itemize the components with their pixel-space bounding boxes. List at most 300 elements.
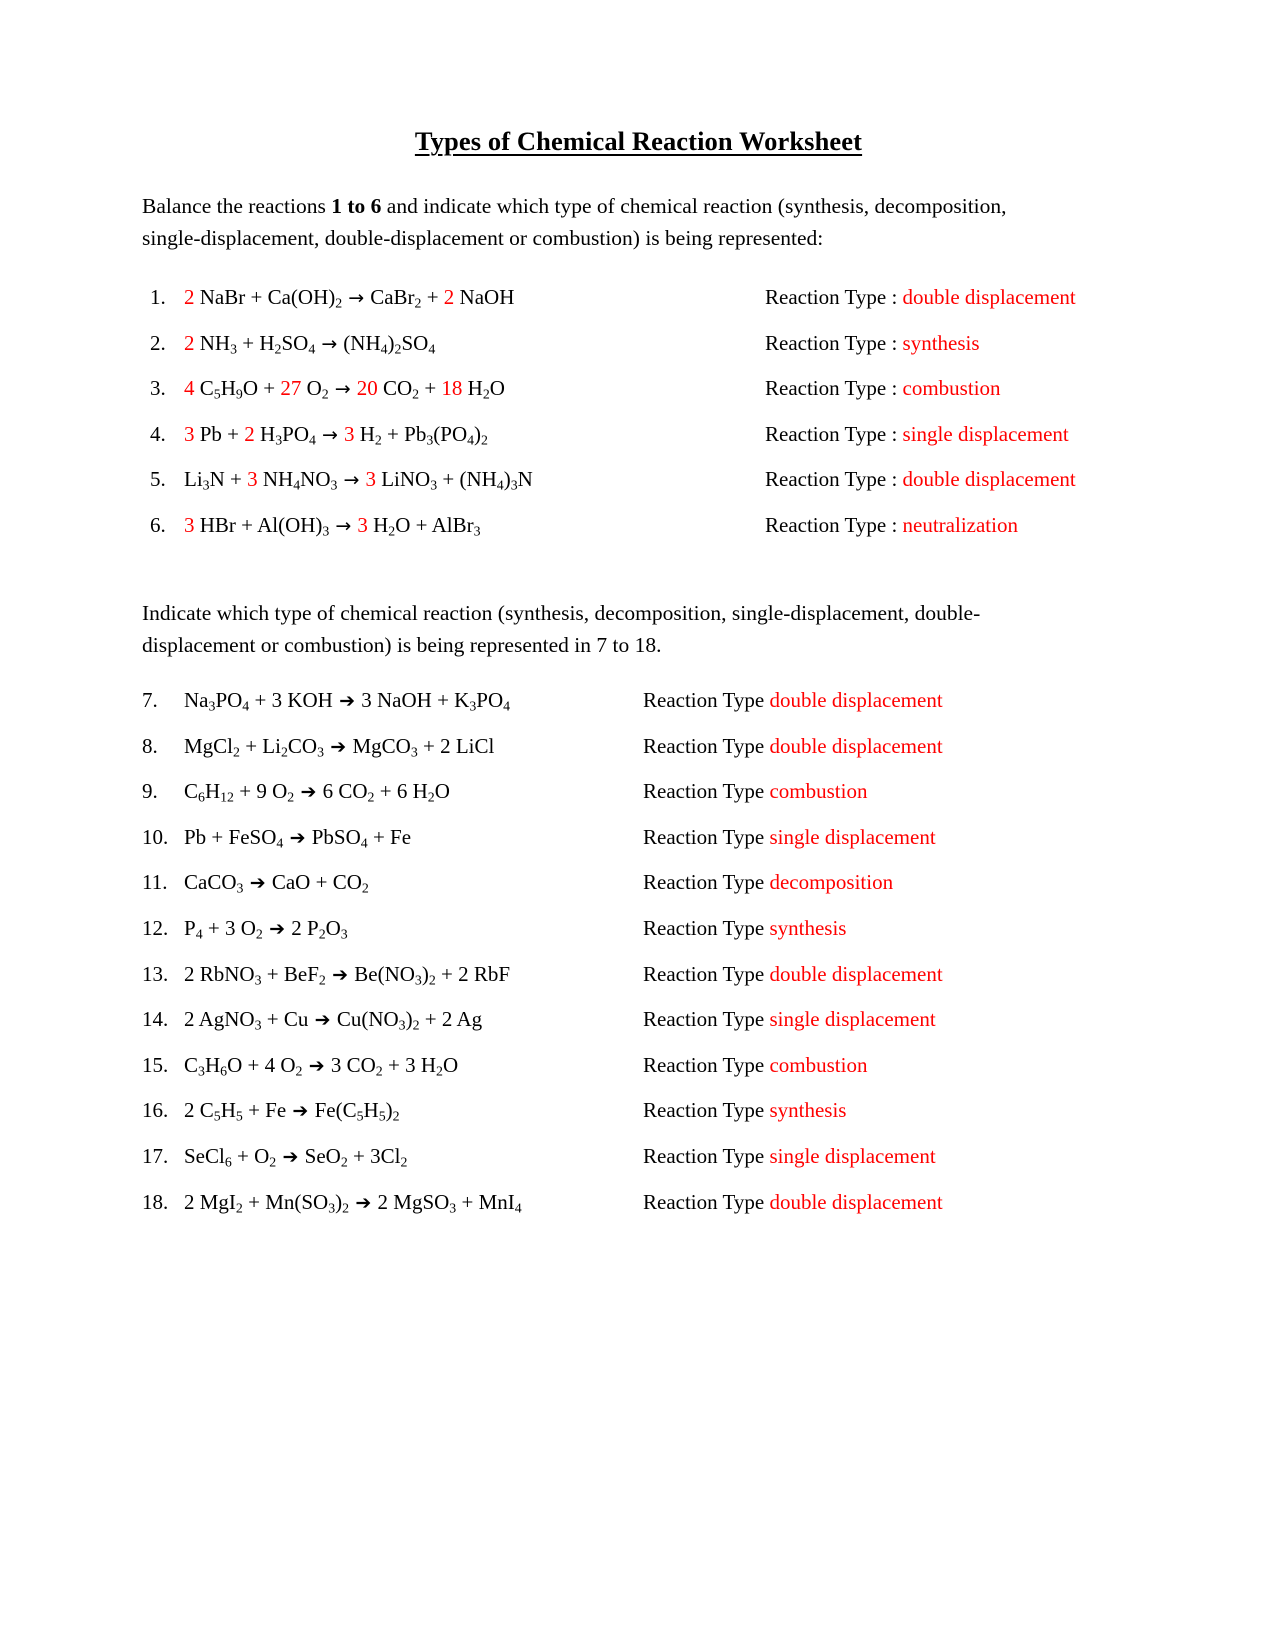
subscript: 3 — [469, 698, 477, 714]
formula-token: C — [184, 779, 199, 804]
subscript: 4 — [380, 341, 388, 357]
subscript: 2 — [280, 744, 288, 760]
reaction-type-label: Reaction Type — [643, 915, 770, 940]
subscript: 3 — [236, 880, 244, 896]
formula-token: ) — [474, 421, 482, 446]
reaction-type-label: Reaction Type — [643, 733, 770, 758]
formula-token: C — [184, 1052, 199, 1077]
formula-token: + (NH — [437, 467, 497, 491]
chemical-equation — [184, 513, 481, 538]
subscript: 4 — [514, 1200, 522, 1216]
reaction-row — [142, 376, 1135, 422]
subscript: 3 — [510, 477, 518, 493]
subscript: 4 — [503, 698, 511, 714]
formula-token: 20 — [356, 376, 378, 400]
reaction-row — [142, 734, 1135, 780]
reaction-number: 8. — [142, 733, 158, 758]
subscript: 4 — [309, 432, 316, 448]
formula-token: ) — [503, 467, 511, 491]
chemical-equation — [184, 916, 348, 941]
formula-token: ➔ — [289, 826, 306, 849]
formula-token: + — [421, 285, 444, 309]
reaction-row — [142, 962, 1135, 1008]
formula-token: ) — [385, 1098, 393, 1123]
chemical-equation — [184, 1190, 522, 1215]
formula-token: NaOH — [454, 285, 515, 309]
formula-token: ➔ — [249, 872, 266, 895]
formula-token: + 6 H — [374, 779, 428, 804]
chemical-equation — [184, 1098, 400, 1123]
formula-token: + 3Cl — [347, 1143, 401, 1168]
reaction-type-label: Reaction Type — [643, 1052, 770, 1077]
formula-token: H — [220, 376, 236, 400]
reaction-number: 1. — [150, 285, 166, 309]
instructions-2-text: Indicate which type of chemical reaction (synthesis, decomposition, single-displacement, double-displacement or combustion) is being represented in 7 to 18. — [142, 601, 981, 657]
subscript: 2 — [481, 432, 488, 448]
formula-token: ➔ — [355, 1191, 372, 1214]
formula-token: O + AlBr — [395, 512, 474, 537]
reaction-type-answer: single displacement — [902, 421, 1069, 446]
reaction-type-answer: double displacement — [769, 961, 943, 986]
formula-token: + 2 Ag — [419, 1007, 483, 1032]
subscript: 4 — [496, 477, 504, 493]
subscript: 9 — [235, 386, 243, 402]
subscript: 4 — [428, 341, 436, 357]
subscript: 4 — [308, 341, 316, 357]
formula-token: SO — [281, 330, 309, 355]
reaction-type-field — [765, 331, 980, 356]
subscript: 2 — [269, 1154, 277, 1170]
reaction-row — [142, 870, 1135, 916]
reaction-type-label: Reaction Type : — [765, 285, 903, 309]
formula-token: + — [245, 285, 268, 309]
reaction-type-field — [765, 467, 1076, 492]
subscript: 6 — [224, 1154, 232, 1170]
reaction-number: 18. — [142, 1189, 169, 1214]
formula-token: NH — [194, 330, 231, 355]
reaction-number: 17. — [142, 1143, 169, 1168]
formula-token: → — [315, 332, 344, 355]
formula-token — [243, 870, 248, 894]
formula-token: + 3 O — [202, 915, 256, 940]
formula-token: CaO + CO — [266, 870, 362, 895]
reaction-type-answer: neutralization — [902, 512, 1018, 537]
subscript: 4 — [360, 835, 368, 851]
formula-token: O + 4 O — [227, 1052, 296, 1077]
formula-token: O — [301, 376, 322, 400]
chemical-equation — [184, 376, 505, 401]
formula-token: + Li — [239, 733, 281, 758]
formula-token: 27 — [280, 376, 302, 400]
chemical-equation — [184, 331, 435, 356]
reaction-number: 7. — [142, 688, 158, 712]
subscript: 3 — [398, 1017, 406, 1033]
formula-token: MgCl — [184, 733, 234, 758]
instructions-paragraph-2 — [142, 598, 1022, 661]
reaction-type-field — [643, 870, 893, 895]
subscript: 3 — [410, 744, 418, 760]
reaction-number: 9. — [142, 779, 158, 804]
reaction-type-label: Reaction Type — [643, 1189, 770, 1214]
subscript: 2 — [412, 386, 420, 402]
formula-token: CO — [287, 733, 318, 758]
subscript: 4 — [242, 698, 250, 714]
reaction-type-field — [765, 285, 1076, 310]
reaction-type-answer: double displacement — [769, 688, 943, 712]
formula-token: ) — [335, 1189, 343, 1214]
reaction-type-label: Reaction Type — [643, 870, 770, 895]
formula-token: 3 — [184, 421, 195, 446]
formula-token: H — [363, 1098, 379, 1123]
subscript: 3 — [198, 1063, 205, 1079]
reaction-type-field — [643, 962, 943, 987]
instructions-1-after: and indicate which type of chemical reaction (synthesis, decomposition, single-displacement, double-displacement or combustion) is being represented: — [142, 194, 1007, 250]
subscript: 2 — [427, 789, 435, 805]
formula-token — [283, 825, 288, 849]
formula-token: O — [325, 915, 341, 940]
subscript: 2 — [367, 789, 375, 805]
chemical-equation — [184, 1007, 482, 1032]
subscript: 3 — [449, 1200, 457, 1216]
formula-token: H — [204, 1052, 221, 1077]
reaction-row — [142, 422, 1135, 468]
subscript: 2 — [235, 1200, 243, 1216]
formula-token: 2 MgI — [184, 1189, 236, 1214]
formula-token: + 3 H — [382, 1052, 436, 1077]
formula-token: 3 — [184, 512, 195, 537]
formula-token: Fe(C — [309, 1098, 357, 1123]
reaction-row — [142, 779, 1135, 825]
formula-token: + Mn(SO — [242, 1189, 329, 1214]
formula-token: SO — [401, 330, 429, 355]
formula-token: N — [517, 467, 533, 491]
formula-token: + BeF — [261, 961, 319, 986]
reaction-type-label: Reaction Type — [643, 688, 770, 712]
reaction-row — [142, 513, 1135, 559]
formula-token: 18 — [441, 376, 463, 400]
subscript: 2 — [361, 880, 369, 896]
formula-token: Pb + — [194, 421, 245, 446]
instructions-1-before: Balance the reactions — [142, 194, 332, 218]
subscript: 4 — [467, 432, 475, 448]
formula-token: (PO — [433, 421, 468, 446]
reaction-type-label: Reaction Type — [643, 1007, 770, 1032]
reaction-type-answer: double displacement — [902, 285, 1076, 309]
formula-token: → — [315, 423, 344, 446]
reaction-type-answer: single displacement — [769, 1007, 936, 1032]
page-title-text: Types of Chemical Reaction Worksheet — [414, 126, 863, 156]
reaction-number: 6. — [150, 512, 166, 537]
formula-token: H — [254, 421, 276, 446]
subscript: 3 — [473, 523, 481, 539]
reaction-number: 11. — [142, 870, 168, 895]
formula-token: ) — [387, 330, 395, 355]
reaction-list-section-1 — [142, 285, 1135, 558]
formula-token: + MnI — [456, 1189, 515, 1214]
subscript: 2 — [428, 972, 436, 988]
formula-token: O — [489, 376, 505, 400]
subscript: 2 — [414, 295, 422, 311]
reaction-type-field — [643, 734, 943, 759]
formula-token: PbSO — [306, 824, 361, 849]
chemical-equation — [184, 779, 450, 804]
subscript: 2 — [392, 1108, 400, 1124]
subscript: 4 — [293, 477, 301, 493]
reaction-row — [142, 1098, 1135, 1144]
reaction-number: 14. — [142, 1007, 169, 1032]
formula-token: 3 — [357, 512, 368, 537]
formula-token: + Fe — [242, 1098, 292, 1123]
reaction-type-answer: combustion — [902, 376, 1001, 400]
subscript: 2 — [374, 432, 382, 448]
subscript: 2 — [388, 523, 396, 539]
subscript: 3 — [414, 972, 422, 988]
formula-token: + — [419, 376, 442, 400]
reaction-row — [142, 916, 1135, 962]
subscript: 3 — [230, 341, 238, 357]
formula-token: Cu(NO — [331, 1007, 399, 1032]
reaction-type-answer: combustion — [769, 779, 868, 804]
subscript: 2 — [400, 1154, 408, 1170]
reaction-type-field — [643, 1190, 943, 1215]
reaction-type-field — [643, 1053, 867, 1078]
formula-token: + Pb — [381, 421, 427, 446]
formula-token: 2 C — [184, 1098, 214, 1123]
reaction-type-label: Reaction Type : — [765, 421, 903, 446]
formula-token: Pb + FeSO — [184, 824, 277, 849]
subscript: 2 — [342, 1200, 350, 1216]
subscript: 2 — [287, 789, 295, 805]
formula-token: PO — [215, 688, 243, 712]
subscript: 2 — [295, 1063, 303, 1079]
formula-token: + 9 O — [233, 779, 288, 804]
reaction-type-field — [643, 1098, 846, 1123]
formula-token: + O — [231, 1143, 270, 1168]
subscript: 5 — [378, 1108, 386, 1124]
subscript: 3 — [322, 523, 330, 539]
subscript: 2 — [412, 1017, 420, 1033]
reaction-type-field — [765, 513, 1018, 538]
formula-token: P — [184, 915, 196, 940]
formula-token: NaBr — [194, 285, 246, 309]
reaction-type-answer: synthesis — [902, 330, 980, 355]
subscript: 3 — [275, 432, 283, 448]
reaction-row — [142, 467, 1135, 513]
instructions-1-bold-range: 1 to 6 — [331, 194, 382, 218]
reaction-type-label: Reaction Type : — [765, 376, 903, 400]
subscript: 3 — [254, 1017, 262, 1033]
subscript: 3 — [330, 477, 338, 493]
subscript: 6 — [198, 789, 205, 805]
formula-token: CaBr — [370, 285, 415, 309]
formula-token: + 2 RbF — [435, 961, 511, 986]
subscript: 3 — [340, 926, 348, 942]
reaction-list-2 — [142, 688, 1135, 1235]
reaction-type-answer: combustion — [769, 1052, 868, 1077]
chemical-equation — [184, 962, 510, 987]
formula-token: 2 RbNO — [184, 961, 255, 986]
reaction-row — [142, 1007, 1135, 1053]
subscript: 2 — [394, 341, 402, 357]
formula-token — [302, 1053, 307, 1077]
reaction-type-answer: double displacement — [769, 733, 943, 758]
formula-token: 3 — [365, 467, 376, 491]
formula-token: Be(NO — [349, 961, 415, 986]
subscript: 2 — [233, 744, 240, 760]
formula-token: 4 — [184, 376, 195, 400]
formula-token: 3 NaOH + K — [356, 688, 470, 712]
subscript: 2 — [321, 386, 329, 402]
reaction-type-label: Reaction Type — [643, 1098, 770, 1123]
reaction-type-answer: synthesis — [769, 1098, 847, 1123]
reaction-type-field — [765, 422, 1069, 447]
chemical-equation — [184, 688, 510, 713]
formula-token: ➔ — [332, 963, 348, 986]
subscript: 2 — [375, 1063, 383, 1079]
formula-token: SeO — [299, 1143, 341, 1168]
formula-token: 2 — [184, 330, 195, 355]
formula-token: MgCO — [347, 733, 411, 758]
reaction-type-answer: single displacement — [769, 824, 936, 849]
formula-token: Na — [184, 688, 209, 712]
reaction-number: 13. — [142, 961, 169, 986]
formula-token: 2 P — [286, 915, 319, 940]
reaction-row — [142, 825, 1135, 871]
chemical-equation — [184, 825, 411, 850]
formula-token: LiNO — [375, 467, 431, 491]
reaction-number: 10. — [142, 824, 169, 849]
formula-token: (NH — [343, 330, 381, 355]
reaction-type-answer: decomposition — [769, 870, 894, 895]
formula-token: SeCl — [184, 1143, 225, 1168]
formula-token: NO — [300, 467, 331, 491]
subscript: 2 — [318, 972, 326, 988]
reaction-row — [142, 688, 1135, 734]
formula-token: + H — [237, 330, 275, 355]
subscript: 3 — [317, 744, 325, 760]
reaction-type-field — [765, 376, 1001, 401]
chemical-equation — [184, 285, 514, 310]
formula-token: + 3 KOH — [249, 688, 339, 712]
formula-token: O — [442, 1052, 459, 1077]
subscript: 3 — [254, 972, 262, 988]
formula-token: PO — [476, 688, 504, 712]
instructions-paragraph-1 — [142, 191, 1042, 254]
reaction-row — [142, 285, 1135, 331]
reaction-row — [142, 1144, 1135, 1190]
reaction-type-field — [643, 1144, 936, 1169]
reaction-type-field — [643, 688, 943, 713]
subscript: 4 — [195, 926, 203, 942]
formula-token: NH — [257, 467, 294, 491]
formula-token: O + — [242, 376, 281, 400]
subscript: 2 — [335, 295, 343, 311]
reaction-type-answer: double displacement — [902, 467, 1076, 491]
formula-token: PO — [282, 421, 309, 446]
reaction-type-label: Reaction Type — [643, 961, 770, 986]
reaction-number: 2. — [150, 330, 166, 355]
subscript: 2 — [340, 1154, 348, 1170]
reaction-type-field — [643, 1007, 936, 1032]
formula-token: + 2 LiCl — [417, 733, 495, 758]
subscript: 2 — [318, 926, 326, 942]
reaction-number: 4. — [150, 421, 166, 446]
subscript: 5 — [235, 1108, 243, 1124]
subscript: 5 — [356, 1108, 364, 1124]
reaction-type-answer: double displacement — [769, 1189, 943, 1214]
subscript: 5 — [213, 1108, 221, 1124]
subscript: 2 — [274, 341, 282, 357]
subscript: 3 — [208, 698, 216, 714]
reaction-type-label: Reaction Type — [643, 824, 770, 849]
formula-token: H — [204, 779, 221, 804]
subscript: 3 — [426, 432, 434, 448]
reaction-row — [142, 1053, 1135, 1099]
formula-token: + Cu — [261, 1007, 314, 1032]
reaction-type-label: Reaction Type : — [765, 330, 903, 355]
formula-token: N + — [209, 467, 248, 491]
chemical-equation — [184, 422, 488, 447]
formula-token: 2 AgNO — [184, 1007, 255, 1032]
reaction-type-label: Reaction Type — [643, 779, 770, 804]
formula-token: 2 — [244, 421, 255, 446]
formula-token: 2 — [443, 285, 455, 309]
formula-token: ➔ — [269, 917, 285, 940]
reaction-number: 5. — [150, 467, 166, 491]
subscript: 6 — [220, 1063, 228, 1079]
reaction-number: 15. — [142, 1052, 169, 1077]
formula-token: → — [342, 287, 371, 309]
reaction-type-field — [643, 779, 867, 804]
subscript: 3 — [202, 477, 210, 493]
formula-token: H — [354, 421, 375, 446]
reaction-number: 16. — [142, 1098, 169, 1123]
formula-token: ➔ — [300, 781, 317, 804]
formula-token: ) — [421, 961, 429, 986]
subscript: 2 — [436, 1063, 443, 1079]
formula-token: ➔ — [308, 1054, 325, 1077]
subscript: 3 — [430, 477, 438, 493]
formula-token: → — [329, 514, 358, 537]
chemical-equation — [184, 467, 533, 492]
reaction-type-answer: single displacement — [769, 1143, 936, 1168]
formula-token: O — [434, 779, 450, 804]
subscript: 4 — [276, 835, 284, 851]
formula-token: ➔ — [339, 690, 355, 712]
reaction-type-field — [643, 916, 846, 941]
chemical-equation — [184, 1144, 407, 1169]
formula-token: H — [220, 1098, 236, 1123]
formula-token: Li — [184, 467, 203, 491]
formula-token: → — [328, 378, 357, 400]
chemical-equation — [184, 1053, 458, 1078]
reaction-type-label: Reaction Type — [643, 1143, 770, 1168]
formula-token: H — [367, 512, 389, 537]
reaction-row — [142, 1190, 1135, 1236]
subscript: 3 — [328, 1200, 336, 1216]
formula-token: 3 — [343, 421, 355, 446]
formula-token: C — [194, 376, 214, 400]
chemical-equation — [184, 870, 369, 895]
subscript: 2 — [482, 386, 490, 402]
subscript: 12 — [220, 789, 234, 805]
formula-token: 3 — [247, 467, 258, 491]
formula-token: 3 CO — [325, 1052, 376, 1077]
subscript: 5 — [213, 386, 221, 402]
reaction-number: 3. — [150, 376, 166, 400]
formula-token: H — [462, 376, 483, 400]
page-title — [142, 126, 1135, 157]
